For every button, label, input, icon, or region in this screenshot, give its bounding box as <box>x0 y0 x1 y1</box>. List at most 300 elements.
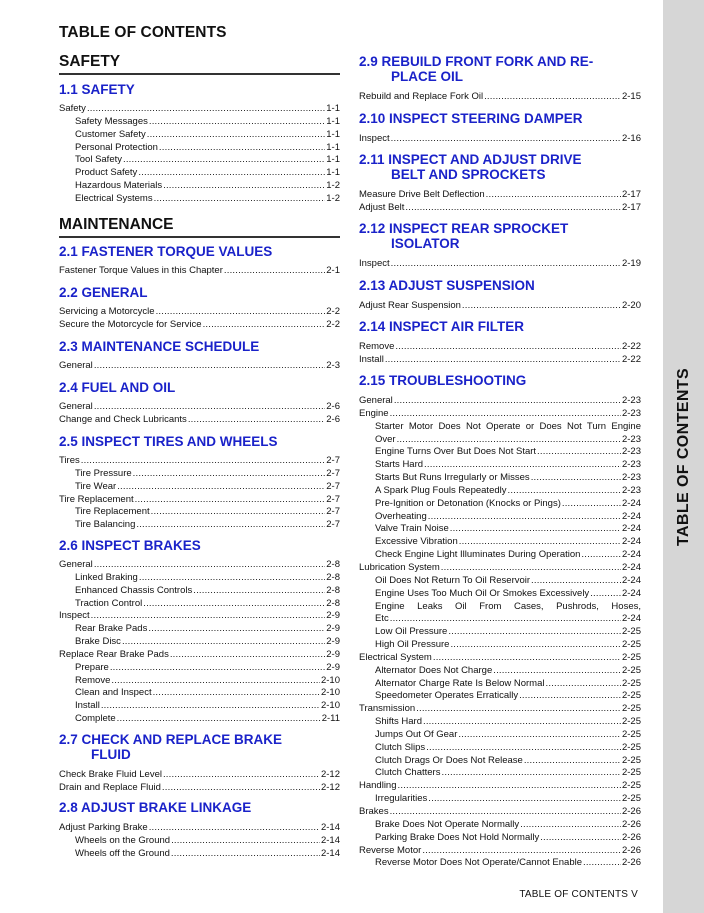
toc-entry[interactable] <box>59 193 340 206</box>
toc-page-number: 2-10 <box>320 687 340 699</box>
toc-entry[interactable] <box>359 202 641 215</box>
dot-leader <box>493 665 621 678</box>
dot-leader <box>390 613 621 626</box>
dot-leader <box>163 180 325 193</box>
toc-page-number: 2-9 <box>326 610 340 622</box>
dot-leader <box>385 354 621 367</box>
toc-entry[interactable] <box>359 703 641 716</box>
dot-leader <box>148 623 325 636</box>
toc-entry-title: Servicing a Motorcycle <box>59 306 155 317</box>
toc-entry-title: Wheels on the Ground <box>75 834 171 846</box>
toc-entry[interactable] <box>59 769 340 782</box>
section-title[interactable]: 2.14 INSPECT AIR FILTER <box>359 319 525 334</box>
dot-leader <box>153 687 320 700</box>
dot-leader <box>458 729 621 742</box>
toc-entry[interactable] <box>359 133 641 146</box>
toc-entry[interactable] <box>59 559 340 572</box>
toc-entries <box>359 300 641 313</box>
toc-entries <box>59 103 340 206</box>
dot-leader <box>171 835 320 848</box>
toc-entry-title: Clutch Drags Or Does Not Release <box>375 754 523 766</box>
toc-entries <box>59 360 340 373</box>
toc-entry[interactable] <box>359 562 641 575</box>
toc-entry-title: Inspect <box>359 133 390 144</box>
section-title[interactable]: 1.1 SAFETY <box>59 82 135 97</box>
toc-page-number: 2-26 <box>621 844 641 856</box>
toc-entry[interactable] <box>359 690 641 703</box>
dot-leader <box>426 742 621 755</box>
toc-entry[interactable] <box>359 511 641 524</box>
toc-entry-title: Measure Drive Belt Deflection <box>359 189 485 200</box>
toc-entry[interactable] <box>359 601 641 627</box>
toc-entry-title: Customer Safety <box>75 128 146 140</box>
dot-leader <box>546 678 621 691</box>
toc-entry[interactable] <box>359 639 641 652</box>
toc-entry[interactable] <box>359 446 641 459</box>
dot-leader <box>391 133 621 146</box>
toc-entry[interactable] <box>59 572 340 585</box>
toc-entry-title: Safety Messages <box>75 115 148 127</box>
dot-leader <box>156 306 326 319</box>
toc-page-number: 2-23 <box>621 459 641 471</box>
chapter-rule <box>59 236 340 238</box>
toc-page-number: 2-12 <box>320 781 340 793</box>
section-title-line1: 2.12 INSPECT REAR SPROCKET <box>359 221 569 236</box>
toc-entry[interactable] <box>59 598 340 611</box>
dot-leader <box>162 782 320 795</box>
toc-entry[interactable] <box>359 665 641 678</box>
page-title: TABLE OF CONTENTS <box>59 24 227 41</box>
toc-page-number: 2-25 <box>621 754 641 766</box>
toc-page-number: 2-25 <box>621 690 641 702</box>
section-title[interactable]: 2.8 ADJUST BRAKE LINKAGE <box>59 800 252 815</box>
section-2-15 <box>359 373 641 870</box>
toc-entry-title: Lubrication System <box>359 561 440 573</box>
toc-entry[interactable] <box>359 459 641 472</box>
section-title-line1: 2.9 REBUILD FRONT FORK AND RE- <box>359 54 594 69</box>
toc-entry[interactable] <box>359 549 641 562</box>
toc-entry[interactable] <box>59 636 340 649</box>
toc-entry-title: Jumps Out Of Gear <box>375 728 458 740</box>
toc-entry[interactable] <box>59 687 340 700</box>
section-2-1 <box>59 244 340 278</box>
toc-entries <box>59 265 340 278</box>
toc-page-number: 2-14 <box>320 822 340 833</box>
toc-entry[interactable] <box>59 481 340 494</box>
section-title[interactable]: 2.2 GENERAL <box>59 285 148 300</box>
toc-page-number: 2-19 <box>621 258 641 269</box>
toc-entry-title: Starter Motor Does Not Operate or Does Not Turn Engine <box>375 420 641 432</box>
toc-page-number: 2-26 <box>621 831 641 843</box>
toc-entry-title: Tire Replacement <box>59 493 134 505</box>
toc-page-number: 2-17 <box>621 201 641 213</box>
toc-entry[interactable] <box>359 354 641 367</box>
toc-entry[interactable] <box>359 575 641 588</box>
toc-page-number: 2-7 <box>326 467 340 479</box>
toc-page-number: 2-7 <box>326 519 340 531</box>
toc-entry-title: Shifts Hard <box>375 716 422 728</box>
toc-entry[interactable] <box>359 258 641 271</box>
dot-leader <box>422 845 621 858</box>
toc-page-number: 1-1 <box>326 115 340 127</box>
toc-entry-title: Adjust Parking Brake <box>59 822 148 833</box>
toc-entry[interactable] <box>359 408 641 421</box>
dot-leader <box>459 536 621 549</box>
dot-leader <box>91 610 326 623</box>
section-title[interactable] <box>359 221 641 251</box>
section-2-5 <box>59 434 340 532</box>
toc-page-number: 1-2 <box>326 192 340 204</box>
toc-entry[interactable] <box>59 835 340 848</box>
toc-entry-title: Reverse Motor <box>359 844 422 856</box>
dot-leader <box>562 498 621 511</box>
toc-entry[interactable] <box>359 588 641 601</box>
section-title[interactable]: 2.3 MAINTENANCE SCHEDULE <box>59 339 260 354</box>
toc-page-number: 2-24 <box>621 497 641 509</box>
toc-page-number: 2-14 <box>320 847 340 859</box>
toc-page-number: 2-10 <box>320 674 340 686</box>
toc-entry-title-cont: Etc <box>375 613 389 625</box>
section-title[interactable]: 2.10 INSPECT STEERING DAMPER <box>359 111 583 126</box>
toc-entry[interactable] <box>359 678 641 691</box>
toc-page-number: 2-23 <box>621 395 641 406</box>
toc-entry[interactable] <box>359 91 641 104</box>
toc-entry[interactable] <box>359 780 641 793</box>
toc-entry-title: Fastener Torque Values in this Chapter <box>59 265 223 276</box>
toc-entry-title: Rebuild and Replace Fork Oil <box>359 91 484 102</box>
toc-page-number: 2-23 <box>621 472 641 484</box>
dot-leader <box>143 598 325 611</box>
dot-leader <box>117 713 321 726</box>
toc-entry-title: Product Safety <box>75 167 138 179</box>
toc-entry-title: Excessive Vibration <box>375 536 458 548</box>
toc-entry[interactable] <box>59 154 340 167</box>
toc-entry-title: Adjust Belt <box>359 201 405 213</box>
toc-entry-title: A Spark Plug Fouls Repeatedly <box>375 484 507 496</box>
dot-leader <box>405 202 621 215</box>
toc-entry[interactable] <box>59 103 340 116</box>
section-2-13 <box>359 278 641 313</box>
toc-page-number: 1-1 <box>326 167 340 179</box>
toc-entry[interactable] <box>59 360 340 373</box>
toc-entry-title: Brake Does Not Operate Normally <box>375 818 520 830</box>
toc-entry[interactable] <box>59 167 340 180</box>
toc-page-number: 2-23 <box>621 446 641 458</box>
toc-page-number: 2-10 <box>320 700 340 712</box>
toc-entry[interactable] <box>59 506 340 519</box>
dot-leader <box>193 585 325 598</box>
dot-leader <box>531 575 621 588</box>
toc-page-number: 2-25 <box>621 728 641 740</box>
toc-entry[interactable] <box>59 585 340 598</box>
toc-entry-title: Hazardous Materials <box>75 180 163 192</box>
dot-leader <box>101 700 320 713</box>
toc-page-number: 2-1 <box>326 265 340 276</box>
toc-entry-title: Starts But Runs Irregularly or Misses <box>375 472 530 484</box>
toc-entry[interactable] <box>59 129 340 142</box>
toc-entry[interactable] <box>359 472 641 485</box>
toc-entry-title: Adjust Rear Suspension <box>359 300 461 311</box>
dot-leader <box>391 258 621 271</box>
toc-entry-title: Install <box>75 700 100 712</box>
toc-entry[interactable] <box>359 395 641 408</box>
dot-leader <box>428 511 621 524</box>
section-2-8 <box>59 800 340 861</box>
dot-leader <box>117 481 325 494</box>
toc-entries <box>359 258 641 271</box>
toc-entry-title: Check Engine Light Illuminates During Operation <box>375 549 581 561</box>
toc-entry-title: Drain and Replace Fluid <box>59 781 161 793</box>
toc-page-number: 2-6 <box>326 413 340 425</box>
toc-page-number: 2-24 <box>621 561 641 573</box>
toc-page-number: 2-7 <box>326 493 340 505</box>
section-title[interactable]: 2.15 TROUBLESHOOTING <box>359 373 527 388</box>
toc-entry[interactable] <box>359 498 641 511</box>
toc-entries <box>359 395 641 870</box>
dot-leader <box>520 819 621 832</box>
toc-page-number: 2-20 <box>621 300 641 311</box>
toc-entry-title: Clean and Inspect <box>75 687 152 699</box>
toc-page-number: 2-2 <box>326 318 340 330</box>
toc-entry-title: Replace Rear Brake Pads <box>59 648 169 660</box>
toc-entry[interactable] <box>359 626 641 639</box>
section-title-line2: PLACE OIL <box>391 69 464 84</box>
section-title[interactable]: 2.4 FUEL AND OIL <box>59 380 176 395</box>
toc-entry-title: Tool Safety <box>75 154 122 166</box>
toc-page-number: 2-9 <box>326 648 340 660</box>
dot-leader <box>581 549 621 562</box>
toc-entry[interactable] <box>59 455 340 468</box>
dot-leader <box>398 780 621 793</box>
toc-entry[interactable] <box>59 700 340 713</box>
dot-leader <box>424 459 621 472</box>
dot-leader <box>428 793 621 806</box>
toc-page-number: 2-25 <box>621 639 641 651</box>
toc-entry-title: Check Brake Fluid Level <box>59 769 162 780</box>
toc-entry-title: High Oil Pressure <box>375 639 450 651</box>
toc-page-number: 2-6 <box>326 401 340 412</box>
section-title[interactable]: 2.1 FASTENER TORQUE VALUES <box>59 244 273 259</box>
dot-leader <box>171 848 320 861</box>
toc-entry[interactable] <box>359 819 641 832</box>
section-2-10 <box>359 111 641 146</box>
toc-page-number: 2-24 <box>621 523 641 535</box>
toc-entry[interactable] <box>59 180 340 193</box>
toc-entry[interactable] <box>59 623 340 636</box>
toc-entry[interactable] <box>59 822 340 835</box>
toc-entry[interactable] <box>359 300 641 313</box>
toc-page-number: 2-25 <box>621 703 641 715</box>
toc-entry-title: Remove <box>359 341 395 352</box>
dot-leader <box>94 401 325 414</box>
toc-page-number: 2-25 <box>621 716 641 728</box>
section-2-6 <box>59 538 340 726</box>
section-2-7 <box>59 732 340 795</box>
section-title-line1: 2.11 INSPECT AND ADJUST DRIVE <box>359 152 582 167</box>
dot-leader <box>163 769 320 782</box>
section-2-2 <box>59 285 340 332</box>
toc-page-number: 2-16 <box>621 133 641 144</box>
toc-page-number: 2-25 <box>621 793 641 805</box>
toc-page-number: 2-22 <box>621 353 641 365</box>
dot-leader <box>531 472 621 485</box>
dot-leader <box>149 116 325 129</box>
toc-entry[interactable] <box>59 401 340 414</box>
toc-entry[interactable] <box>359 793 641 806</box>
section-2-4 <box>59 380 340 427</box>
toc-entry[interactable] <box>359 523 641 536</box>
dot-leader <box>149 822 320 835</box>
toc-page-number: 2-23 <box>621 407 641 419</box>
toc-page-number: 2-24 <box>621 510 641 522</box>
toc-entry-title: Secure the Motorcycle for Service <box>59 318 202 330</box>
dot-leader <box>390 408 621 421</box>
section-title-line2: FLUID <box>91 747 131 762</box>
toc-page-number: 2-24 <box>621 536 641 548</box>
toc-entry[interactable] <box>59 319 340 332</box>
section-title-line2: BELT AND SPROCKETS <box>391 167 546 182</box>
toc-entry[interactable] <box>59 519 340 532</box>
toc-page-number: 2-8 <box>326 559 340 570</box>
toc-entries <box>59 822 340 861</box>
toc-entry[interactable] <box>359 189 641 202</box>
dot-leader <box>448 626 621 639</box>
toc-entry[interactable] <box>59 713 340 726</box>
dot-leader <box>87 103 325 116</box>
toc-entry-title: Transmission <box>359 703 416 715</box>
section-2-11 <box>359 152 641 215</box>
dot-leader <box>441 562 621 575</box>
dot-leader <box>159 142 325 155</box>
dot-leader <box>540 832 621 845</box>
toc-page-number: 2-26 <box>621 857 641 869</box>
toc-entry[interactable] <box>359 755 641 768</box>
toc-entry-title: Rear Brake Pads <box>75 623 148 635</box>
toc-entry[interactable] <box>59 675 340 688</box>
dot-leader <box>390 806 621 819</box>
toc-entry-title: Handling <box>359 780 397 792</box>
toc-entry-title: Engine Turns Over But Does Not Start <box>375 446 537 458</box>
toc-entry-title: Tires <box>59 455 80 466</box>
toc-entry[interactable] <box>359 857 641 870</box>
toc-entry[interactable] <box>59 142 340 155</box>
toc-entry-title: Linked Braking <box>75 571 138 583</box>
toc-entry[interactable] <box>359 845 641 858</box>
toc-page-number: 2-25 <box>621 780 641 792</box>
toc-page-number: 2-8 <box>326 597 340 609</box>
dot-leader <box>139 572 325 585</box>
section-title[interactable]: 2.13 ADJUST SUSPENSION <box>359 278 535 293</box>
toc-entry[interactable] <box>59 468 340 481</box>
toc-page-number: 2-23 <box>621 433 641 445</box>
toc-page-number: 2-11 <box>321 713 340 725</box>
toc-entry[interactable] <box>59 662 340 675</box>
toc-entry[interactable] <box>359 806 641 819</box>
toc-page-number: 2-9 <box>326 623 340 635</box>
toc-entry-title: Pre-Ignition or Detonation (Knocks or Pings) <box>375 497 561 509</box>
toc-page-number: 2-25 <box>621 677 641 689</box>
toc-entry[interactable] <box>359 485 641 498</box>
toc-entry[interactable] <box>59 649 340 662</box>
toc-page-number: 2-24 <box>621 549 641 561</box>
toc-page-number: 2-26 <box>621 818 641 830</box>
toc-page-number: 2-7 <box>326 506 340 518</box>
toc-entry-title: Tire Replacement <box>75 506 150 518</box>
sidebar-label <box>663 0 704 913</box>
toc-entry-title: Oil Does Not Return To Oil Reservoir <box>375 574 531 586</box>
section-title[interactable] <box>359 54 641 84</box>
toc-entries <box>59 769 340 795</box>
toc-entry-title-cont: Over <box>375 433 396 445</box>
toc-entry[interactable] <box>59 414 340 427</box>
toc-entry-title: Irregularities <box>375 793 428 805</box>
toc-entry-title: Electrical Systems <box>75 192 153 204</box>
toc-entry[interactable] <box>59 610 340 623</box>
toc-entry[interactable] <box>359 742 641 755</box>
dot-leader <box>583 857 621 870</box>
dot-leader <box>590 588 621 601</box>
toc-entry-title: Starts Hard <box>375 459 424 471</box>
toc-entry[interactable] <box>59 116 340 129</box>
section-2-3 <box>59 339 340 373</box>
section-title[interactable]: 2.6 INSPECT BRAKES <box>59 538 201 553</box>
toc-entry[interactable] <box>59 848 340 861</box>
toc-entry-title: Tire Balancing <box>75 519 136 531</box>
toc-entry[interactable] <box>359 767 641 780</box>
dot-leader <box>138 167 325 180</box>
toc-entry[interactable] <box>359 716 641 729</box>
section-title[interactable] <box>359 152 641 182</box>
toc-entry-title: Parking Brake Does Not Hold Normally <box>375 831 540 843</box>
section-title[interactable] <box>59 732 340 762</box>
dot-leader <box>136 519 325 532</box>
dot-leader <box>537 446 621 459</box>
toc-entry-title: Tire Wear <box>75 480 117 492</box>
toc-entry[interactable] <box>359 536 641 549</box>
toc-entry-title: Alternator Does Not Charge <box>375 664 493 676</box>
toc-entries <box>359 91 641 104</box>
dot-leader <box>154 193 326 206</box>
toc-entry-title: Clutch Chatters <box>375 767 441 779</box>
dot-leader <box>188 414 325 427</box>
section-title[interactable]: 2.5 INSPECT TIRES AND WHEELS <box>59 434 278 449</box>
chapter-title: SAFETY <box>59 53 121 70</box>
toc-page-number: 2-2 <box>326 306 340 317</box>
toc-page-number: 2-3 <box>326 360 340 371</box>
toc-entry[interactable] <box>59 782 340 795</box>
toc-page-number: 2-7 <box>326 480 340 492</box>
toc-entry[interactable] <box>59 494 340 507</box>
toc-page-number: 2-8 <box>326 571 340 583</box>
toc-entry[interactable] <box>359 421 641 447</box>
toc-page-number: 1-1 <box>326 103 340 114</box>
toc-page-number: 2-17 <box>621 189 641 200</box>
dot-leader <box>123 154 325 167</box>
dot-leader <box>450 639 621 652</box>
dot-leader <box>110 662 325 675</box>
toc-entry[interactable] <box>359 652 641 665</box>
dot-leader <box>441 767 621 780</box>
toc-entry[interactable] <box>59 265 340 278</box>
toc-entry[interactable] <box>359 341 641 354</box>
toc-page-number: 2-7 <box>326 455 340 466</box>
toc-page-number: 2-25 <box>621 741 641 753</box>
toc-entry[interactable] <box>359 832 641 845</box>
toc-entry[interactable] <box>59 306 340 319</box>
toc-entry[interactable] <box>359 729 641 742</box>
toc-entry-title: Reverse Motor Does Not Operate/Cannot Enable <box>375 857 582 869</box>
toc-entry-title: Install <box>359 353 384 365</box>
